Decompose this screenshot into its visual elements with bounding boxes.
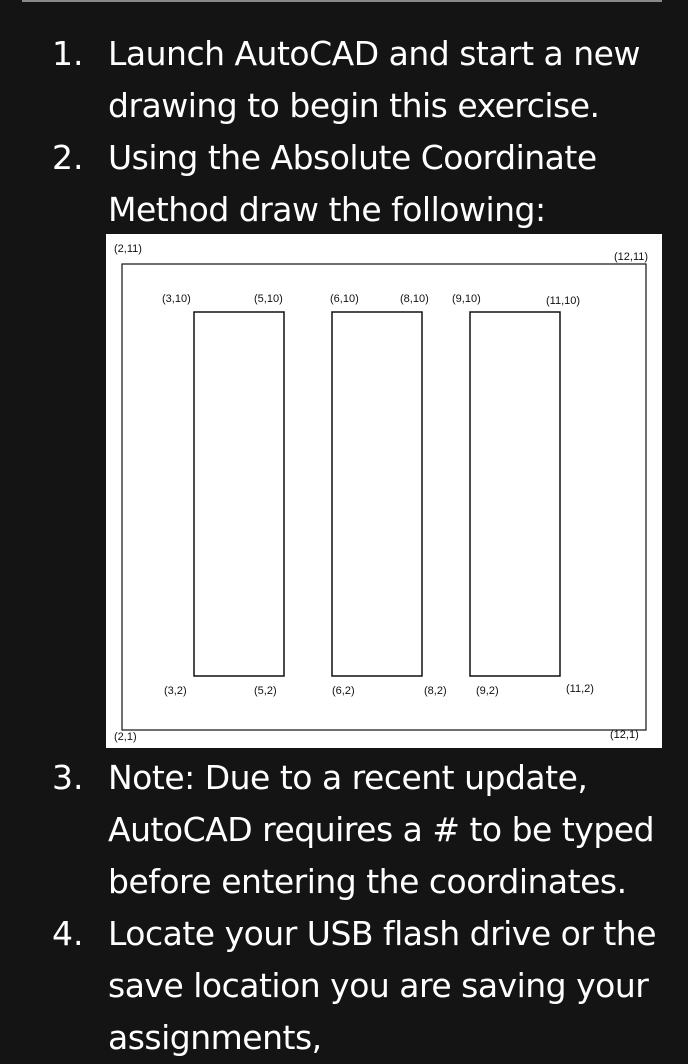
step-number: 1.	[52, 34, 84, 73]
step-text	[108, 752, 678, 908]
label-rect3-bottom-right: (11,2)	[566, 683, 594, 695]
step-line: before entering the coordinates.	[108, 862, 627, 901]
step-line: Launch AutoCAD and start a new	[108, 34, 640, 73]
label-rect1-bottom-right: (5,2)	[254, 685, 277, 697]
label-outer-bottom-left: (2,1)	[114, 731, 137, 743]
diagram-svg	[106, 234, 662, 748]
label-outer-bottom-right: (12,1)	[610, 729, 639, 741]
step-text	[108, 908, 678, 1064]
step-line: save location you are saving your	[108, 966, 649, 1005]
label-outer-top-left: (2,11)	[114, 243, 142, 255]
step-number: 2.	[52, 138, 84, 177]
label-rect2-bottom-left: (6,2)	[332, 685, 355, 697]
rectangle-3	[470, 312, 560, 676]
step-line: assignments,	[108, 1018, 322, 1057]
label-rect1-top-right: (5,10)	[254, 293, 283, 305]
top-divider	[22, 0, 662, 2]
label-rect1-top-left: (3,10)	[162, 293, 191, 305]
step-number: 4.	[52, 914, 84, 953]
coordinate-diagram	[106, 234, 662, 748]
step-text	[108, 28, 678, 132]
label-rect2-bottom-right: (8,2)	[424, 685, 447, 697]
step-line: Locate your USB flash drive or the	[108, 914, 657, 953]
step-text	[108, 132, 678, 236]
step-line: Note: Due to a recent update,	[108, 758, 588, 797]
label-outer-top-right: (12,11)	[614, 251, 649, 263]
step-line: Using the Absolute Coordinate	[108, 138, 597, 177]
step-number: 3.	[52, 758, 84, 797]
step-line: drawing to begin this exercise.	[108, 86, 600, 125]
step-line: Method draw the following:	[108, 190, 546, 229]
label-rect2-top-right: (8,10)	[400, 293, 429, 305]
label-rect2-top-left: (6,10)	[330, 293, 359, 305]
rectangle-2	[332, 312, 422, 676]
label-rect1-bottom-left: (3,2)	[164, 685, 187, 697]
step-line: AutoCAD requires a # to be typed	[108, 810, 655, 849]
outer-rectangle	[122, 264, 646, 730]
rectangle-1	[194, 312, 284, 676]
label-rect3-top-right: (11,10)	[546, 295, 581, 307]
label-rect3-top-left: (9,10)	[452, 293, 481, 305]
label-rect3-bottom-left: (9,2)	[476, 685, 499, 697]
